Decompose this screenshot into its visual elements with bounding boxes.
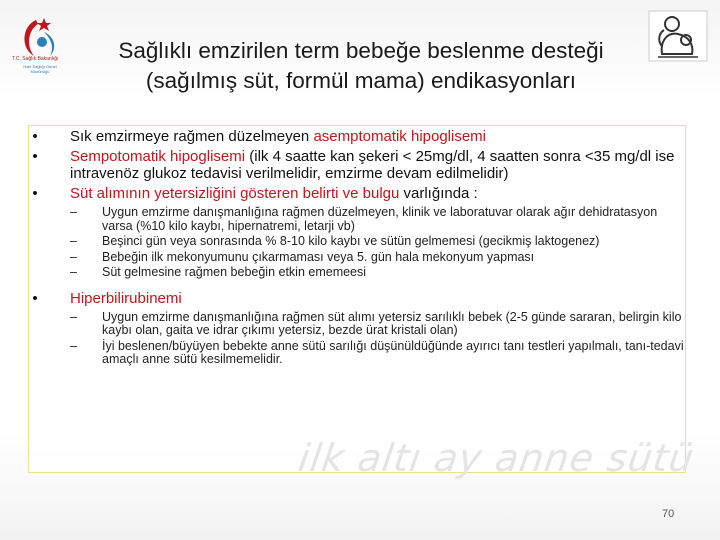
sub-item — [70, 340, 685, 367]
bullet-item-symptomatic — [29, 148, 685, 182]
bullet-highlight: Sempotomatik hipoglisemi — [70, 148, 246, 165]
sub-marker: – — [70, 205, 77, 219]
content-box — [28, 125, 698, 480]
sub-text: Uygun emzirme danışmanlığına rağmen düzelmeyen, klinik ve laboratuvar olarak ağır dehidratasyon varsa (%10 kilo kaybı, hipernatremi, letarji vb) — [102, 205, 658, 233]
sub-marker: – — [70, 234, 77, 248]
logo-text-line2: Halk Sağlığı Genel Müdürlüğü — [23, 64, 57, 74]
sub-text: Uygun emzirme danışmanlığına rağmen süt alımı yetersiz sarılıklı bebek (2-5 günde sararan, belirgin kilo kaybı olan, gaita ve idrar çıkımı yetersiz, bezde ürat kristali olan) — [102, 309, 682, 337]
bullet-item-asymptomatic — [29, 128, 685, 145]
slide-title — [78, 36, 644, 96]
bullet-marker: • — [32, 185, 38, 202]
sub-item — [70, 206, 685, 233]
sub-text: Bebeğin ilk mekonyumunu çıkarmaması veya 5. gün hala mekonyum yapması — [102, 249, 535, 264]
bullet-highlight: Hiperbilirubinemi — [70, 289, 182, 307]
bullet-item-hyperbilirubinemia — [29, 290, 685, 367]
watermark: ilk altı ay anne sütü — [295, 436, 698, 480]
sub-text: İyi beslenen/büyüyen bebekte anne sütü sarılığı düşünüldüğünde ayırıcı tanı testleri yapılmalı, tanı-tedavi amaçlı anne sütü kesilmemelidir. — [102, 338, 684, 366]
ministry-of-health-logo — [14, 14, 72, 76]
mother-baby-icon — [648, 10, 708, 62]
bullet-highlight: asemptomatik hipoglisemi — [313, 128, 487, 145]
sub-text: Beşinci gün veya sonrasında % 8-10 kilo kaybı ve sütün gelmemesi (gecikmiş laktogenez) — [102, 234, 600, 248]
mother-baby-logo — [648, 10, 708, 62]
page-number: 70 — [662, 508, 675, 520]
sub-item — [70, 311, 685, 338]
sub-marker: – — [70, 309, 77, 324]
bullet-highlight: Süt alımının yetersizliğini gösteren belirti ve bulgu — [70, 185, 400, 202]
bullet-marker: • — [32, 148, 38, 165]
sub-marker: – — [70, 249, 77, 264]
bullet-text: varlığında : — [399, 185, 478, 202]
sub-item — [70, 251, 685, 265]
sub-item — [70, 235, 685, 249]
bullet-marker: • — [32, 128, 38, 145]
sub-item — [70, 266, 685, 280]
bullet-marker: • — [32, 289, 38, 307]
bullet-item-insufficient-intake — [29, 185, 685, 280]
sub-text: Süt gelmesine rağmen bebeğin etkin ememeesi — [102, 265, 367, 279]
title-line-1: Sağlıklı emzirilen term bebeğe beslenme desteği — [118, 38, 604, 63]
bullet-list — [29, 128, 685, 377]
bullet-text: Sık emzirmeye rağmen düzelmeyen — [70, 128, 314, 145]
sub-marker: – — [70, 338, 77, 353]
sub-list — [70, 311, 685, 367]
bullet-text: (ilk 4 saatte kan şekeri < 25mg/dl, 4 saatten sonra <35 mg/dl ise intravenöz glukoz tedavisi verilmelidir, emzirme devam edilmelidir) — [70, 148, 675, 182]
logo-text-line1: T.C. Sağlık Bakanlığı — [12, 56, 59, 62]
sub-marker: – — [70, 265, 77, 279]
sub-list — [70, 206, 685, 280]
title-line-2: (sağılmış süt, formül mama) endikasyonları — [145, 68, 577, 93]
